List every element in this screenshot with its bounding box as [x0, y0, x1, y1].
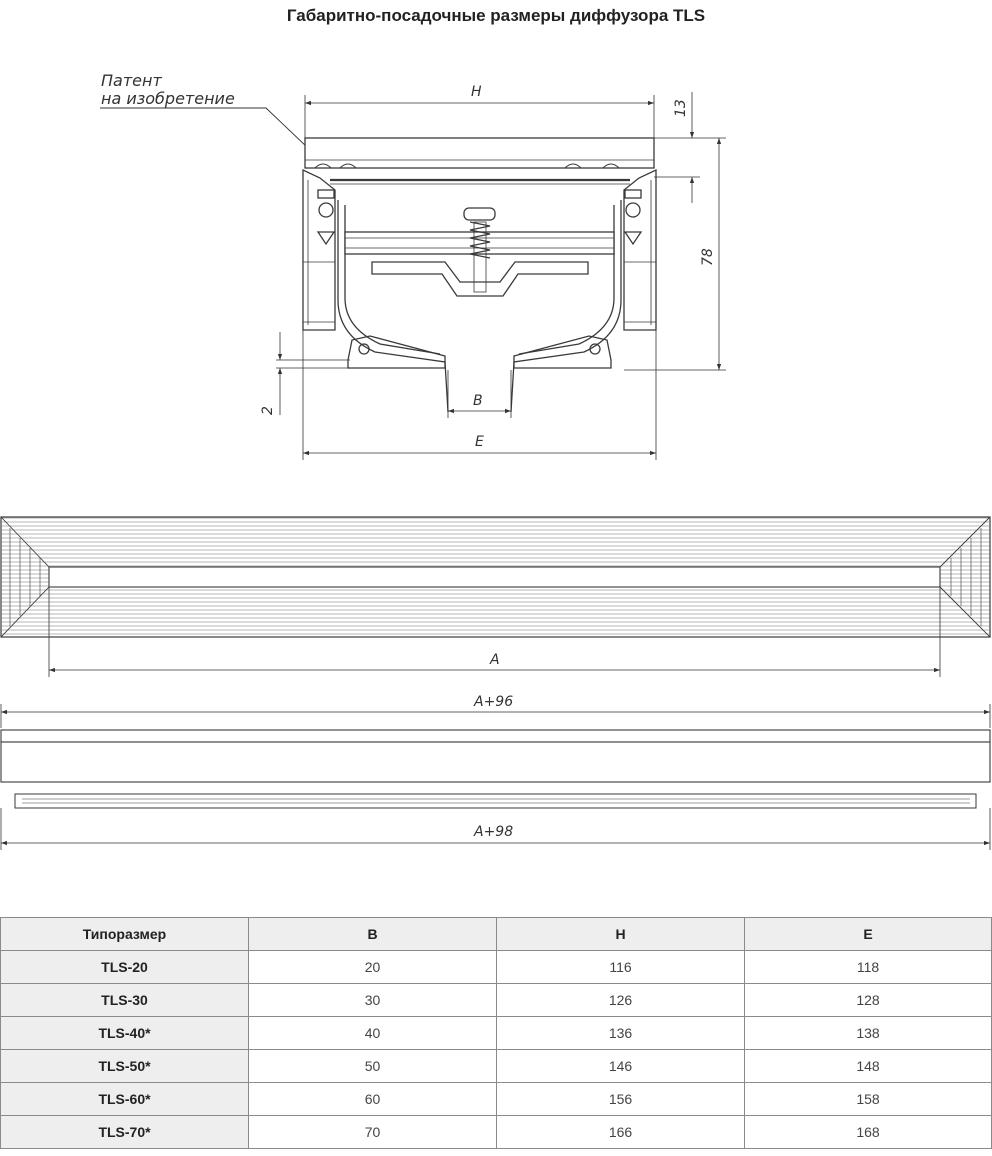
cell-H: 136: [497, 1017, 745, 1050]
dim-label-B: B: [473, 393, 483, 409]
cell-size: TLS-30: [1, 984, 249, 1017]
table-row: [1, 951, 992, 984]
dim-label-2: 2: [260, 406, 276, 415]
dim-label-13: 13: [673, 99, 689, 117]
cell-B: 70: [249, 1116, 497, 1149]
cell-size: TLS-40*: [1, 1017, 249, 1050]
cell-B: 20: [249, 951, 497, 984]
cell-E: 128: [745, 984, 992, 1017]
cell-size: TLS-70*: [1, 1116, 249, 1149]
cell-H: 146: [497, 1050, 745, 1083]
table-row: [1, 984, 992, 1017]
page-title: Габаритно-посадочные размеры диффузора TLS: [286, 6, 706, 25]
table-row: [1, 1050, 992, 1083]
cell-B: 30: [249, 984, 497, 1017]
dim-label-H: H: [471, 84, 482, 100]
cell-B: 60: [249, 1083, 497, 1116]
cell-H: 116: [497, 951, 745, 984]
table-row: [1, 1116, 992, 1149]
cross-section: [303, 138, 656, 412]
cell-E: 118: [745, 951, 992, 984]
table-row: [1, 1017, 992, 1050]
dim-label-78: 78: [700, 248, 716, 266]
dim-label-E: E: [475, 434, 484, 450]
header-B: B: [249, 918, 497, 951]
dim-label-A98: A+98: [474, 824, 514, 840]
cell-H: 126: [497, 984, 745, 1017]
patent-note-line2: на изобретение: [101, 89, 235, 108]
cell-E: 168: [745, 1116, 992, 1149]
cell-H: 156: [497, 1083, 745, 1116]
cell-E: 158: [745, 1083, 992, 1116]
header-H: H: [497, 918, 745, 951]
cell-B: 40: [249, 1017, 497, 1050]
front-view: [1, 517, 990, 637]
cell-E: 148: [745, 1050, 992, 1083]
dim-label-A96: A+96: [474, 694, 514, 710]
header-size: Типоразмер: [1, 918, 249, 951]
cell-H: 166: [497, 1116, 745, 1149]
dim-label-A: A: [490, 652, 500, 668]
header-E: E: [745, 918, 992, 951]
side-view: [1, 730, 990, 808]
cell-size: TLS-20: [1, 951, 249, 984]
cell-E: 138: [745, 1017, 992, 1050]
table-header-row: [1, 918, 992, 951]
patent-note-line1: Патент: [101, 71, 162, 90]
cell-B: 50: [249, 1050, 497, 1083]
cell-size: TLS-60*: [1, 1083, 249, 1116]
cell-size: TLS-50*: [1, 1050, 249, 1083]
sizes-table: [0, 917, 992, 1149]
table-row: [1, 1083, 992, 1116]
patent-note: [100, 71, 313, 154]
